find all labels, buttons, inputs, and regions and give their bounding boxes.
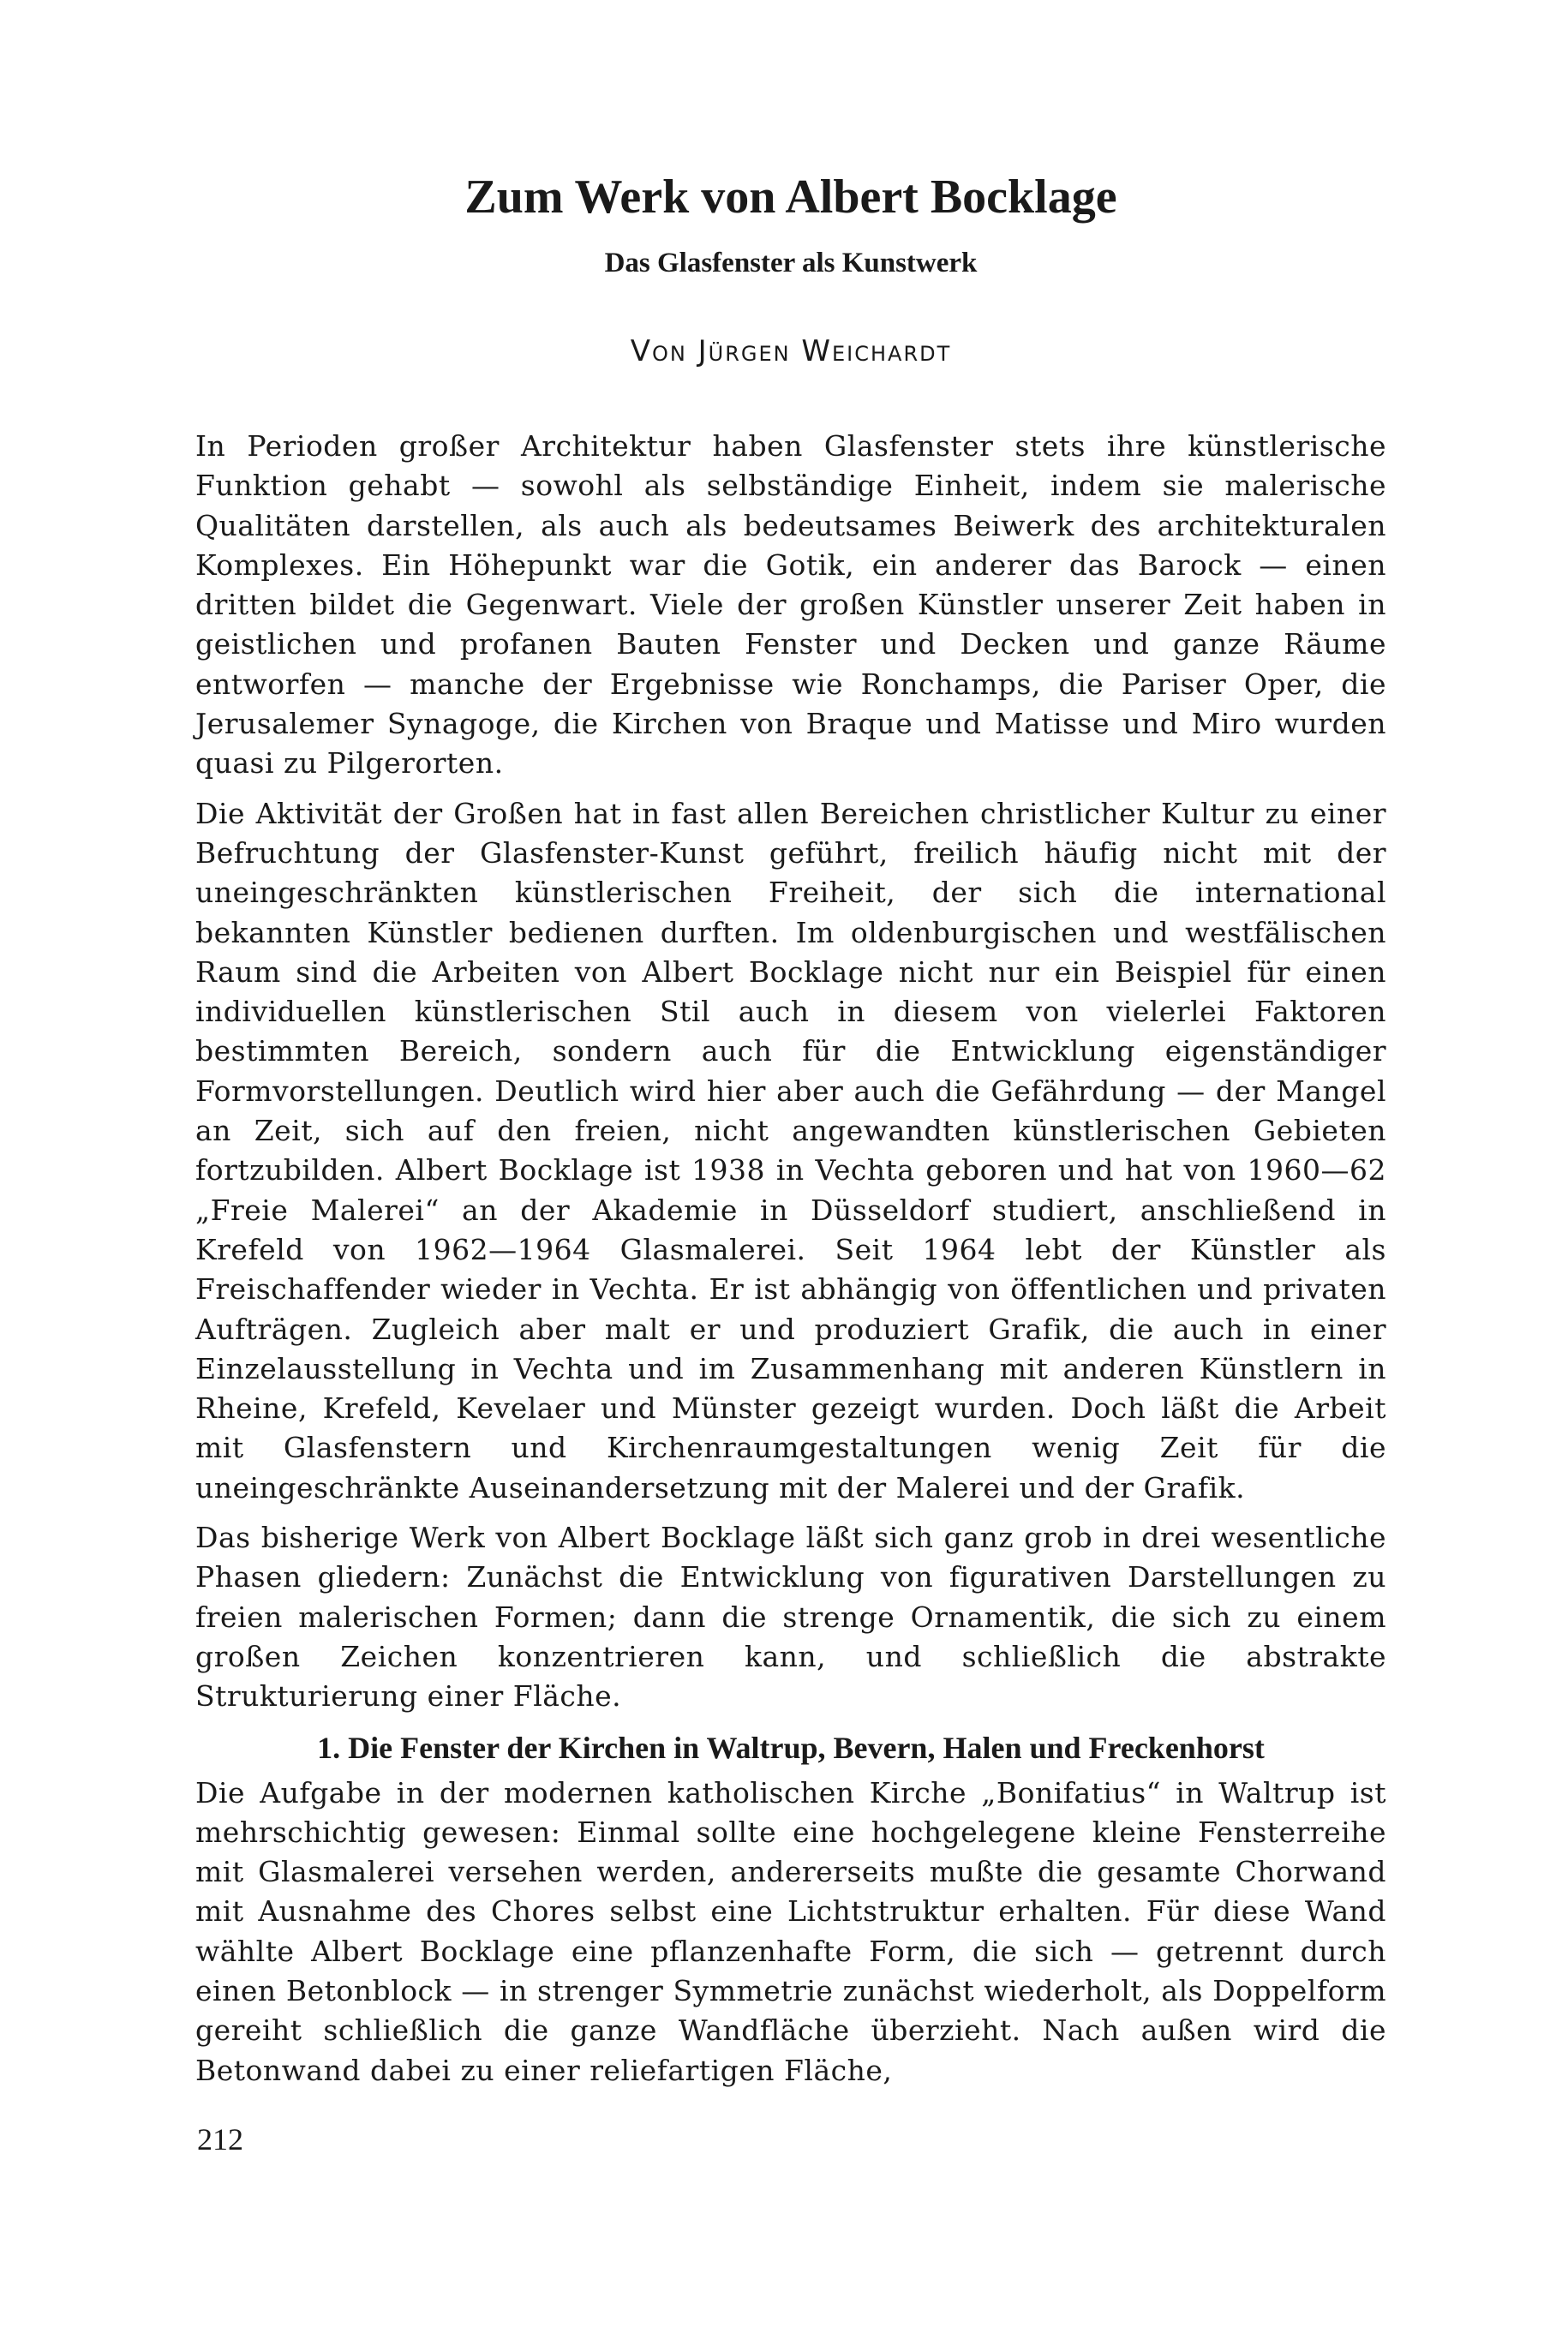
body-paragraph-3: Das bisherige Werk von Albert Bocklage läßt sich ganz grob in drei wesentliche Phasen gliedern: Zunächst die Entwicklung von figurativen Darstellungen zu freien malerischen Formen; dann die strenge Ornamentik, die sich zu einem großen Zeichen konzentrieren kann, und schließlich die abstrakte Strukturierung einer Fläche. [195,1521,1386,1714]
section-heading: 1. Die Fenster der Kirchen in Waltrup, Bevern, Halen und Freckenhorst [317,1730,1265,1765]
body-paragraph-1: In Perioden großer Architektur haben Glasfenster stets ihre künstlerische Funktion gehabt — sowohl als selbständige Einheit, indem sie malerische Qualitäten darstellen, als auch als bedeutsames Beiwerk des architekturalen Komplexes. Ein Höhepunkt war die Gotik, ein anderer das Barock — einen dritten bildet die Gegenwart. Viele der großen Künstler unserer Zeit haben in geistlichen und profanen Bauten Fenster und Decken und ganze Räume entworfen — manche der Ergebnisse wie Ronchamps, die Pariser Oper, die Jerusalemer Synagoge, die Kirchen von Braque und Matisse und Miro wurden quasi zu Pilgerorten. [195,429,1386,781]
article-title: Zum Werk von Albert Bocklage [464,170,1117,224]
article-body [195,427,1386,2101]
article-author: Von Jürgen Weichardt [630,334,952,368]
section-paragraph: Die Aufgabe in der modernen katholischen Kirche „Bonifatius“ in Waltrup ist mehrschichtig gewesen: Einmal sollte eine hochgelegene kleine Fensterreihe mit Glasmalerei versehen werden, andererseits mußte die gesamte Chorwand mit Ausnahme des Chores selbst eine Lichtstruktur erhalten. Für diese Wand wählte Albert Bocklage eine pflanzenhafte Form, die sich — getrennt durch einen Betonblock — in strenger Symmetrie zunächst wiederholt, als Doppelform gereiht schließlich die ganze Wandfläche überzieht. Nach außen wird die Betonwand dabei zu einer reliefartigen Fläche, [195,1775,1386,2087]
document-page [195,0,1386,2327]
article-subtitle: Das Glasfenster als Kunstwerk [604,248,978,278]
body-paragraph-2: Die Aktivität der Großen hat in fast allen Bereichen christlicher Kultur zu einer Befruchtung der Glasfenster-Kunst geführt, freilich häufig nicht mit der uneingeschränkten künstlerischen Freiheit, der sich die international bekannten Künstler bedienen durften. Im oldenburgischen und westfälischen Raum sind die Arbeiten von Albert Bocklage nicht nur ein Beispiel für einen individuellen künstlerischen Stil auch in diesem von vielerlei Faktoren bestimmten Bereich, sondern auch für die Entwicklung eigenständiger Formvorstellungen. Deutlich wird hier aber auch die Gefährdung — der Mangel an Zeit, sich auf den freien, nicht angewandten künstlerischen Gebieten fortzubilden. Albert Bocklage ist 1938 in Vechta geboren und hat von 1960—62 „Freie Malerei“ an der Akademie in Düsseldorf studiert, anschließend in Krefeld von 1962—1964 Glasmalerei. Seit 1964 lebt der Künstler als Freischaffender wieder in Vechta. Er ist abhängig von öffentlichen und privaten Aufträgen. Zugleich aber malt er und produziert Grafik, die auch in einer Einzelausstellung in Vechta und im Zusammenhang mit anderen Künstlern in Rheine, Krefeld, Kevelaer und Münster gezeigt wurden. Doch läßt die Arbeit mit Glasfenstern und Kirchenraumgestaltungen wenig Zeit für die uneingeschränkte Auseinandersetzung mit der Malerei und der Grafik. [195,796,1386,1504]
page-number: 212 [197,2122,243,2157]
